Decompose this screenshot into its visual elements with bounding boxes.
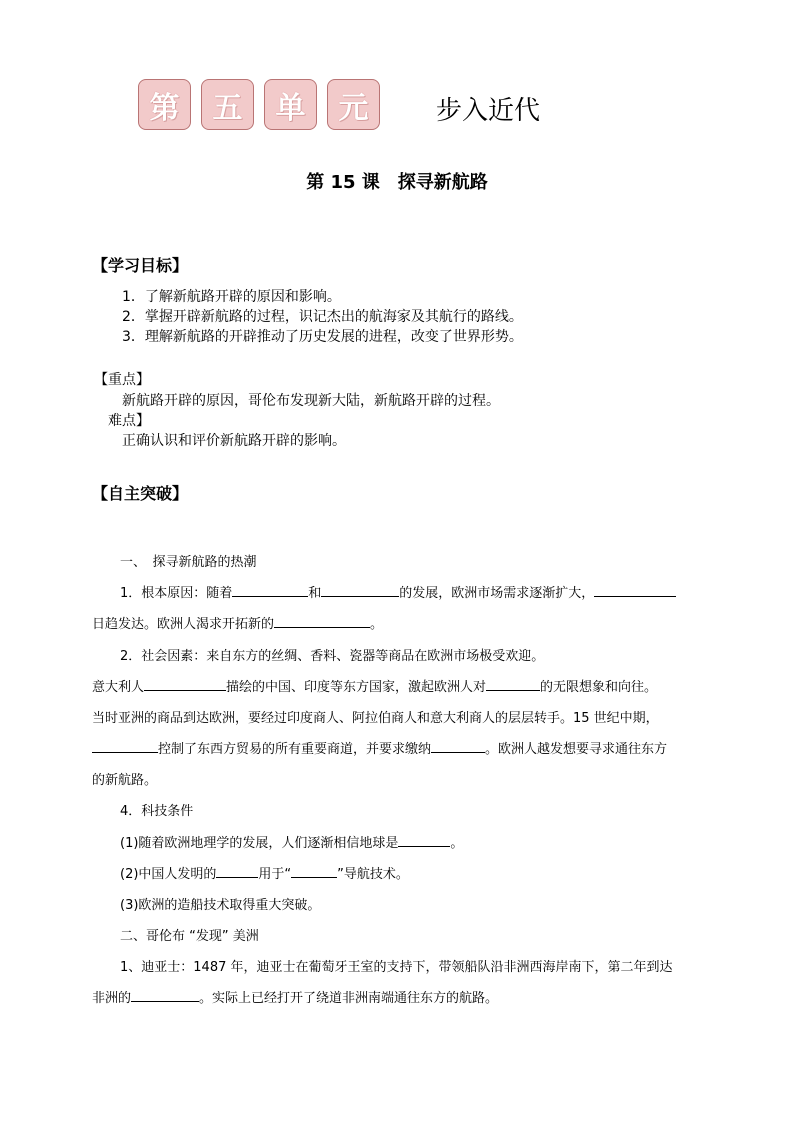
key-points-heading: 【重点】 <box>94 372 150 388</box>
q1-line-2 <box>92 613 383 632</box>
q1-line-1 <box>120 582 676 601</box>
fill-blank[interactable] <box>398 832 450 847</box>
q2-line-2 <box>92 676 657 695</box>
q2-line-4 <box>92 738 667 757</box>
objectives-heading: 【学习目标】 <box>92 256 189 275</box>
text: 。欧洲人越发想要寻求通往东方 <box>485 742 668 757</box>
section-1-heading: 一、 探寻新航路的热潮 <box>120 555 257 570</box>
text: 和 <box>308 586 322 601</box>
text: 的发展，欧洲市场需求逐渐扩大， <box>399 586 595 601</box>
unit-label-boxes <box>138 79 380 130</box>
q4-heading: 4．科技条件 <box>120 804 194 819</box>
text: 。实际上已经打开了绕道非洲南端通往东方的航路。 <box>199 991 499 1006</box>
fill-blank[interactable] <box>291 863 337 878</box>
objective-item-3: 3．理解新航路的开辟推动了历史发展的进程，改变了世界形势。 <box>122 329 523 345</box>
difficult-points-heading: 难点】 <box>108 413 150 429</box>
text: 日趋发达。欧洲人渴求开拓新的 <box>92 617 275 632</box>
unit-box-1: 第 <box>138 79 191 130</box>
text: 。 <box>450 836 464 851</box>
q4-item-3: (3)欧洲的造船技术取得重大突破。 <box>120 898 321 913</box>
fill-blank[interactable] <box>92 738 158 753</box>
q2-line-3: 当时亚洲的商品到达欧洲，要经过印度商人、阿拉伯商人和意大利商人的层层转手。15 世纪中期， <box>92 711 659 726</box>
fill-blank[interactable] <box>431 738 485 753</box>
q2-line-5: 的新航路。 <box>92 773 158 788</box>
lesson-title: 第 15 课 探寻新航路 <box>306 172 488 193</box>
unit-title: 步入近代 <box>436 96 541 126</box>
text: (2)中国人发明的 <box>120 867 217 882</box>
fill-blank[interactable] <box>131 987 199 1002</box>
text: 的无限想象和向往。 <box>540 680 658 695</box>
text: 。 <box>370 617 384 632</box>
q2-line: 2．社会因素：来自东方的丝绸、香料、瓷器等商品在欧洲市场极受欢迎。 <box>120 649 545 664</box>
text: (1)随着欧洲地理学的发展，人们逐渐相信地球是 <box>120 836 399 851</box>
fill-blank[interactable] <box>486 676 540 691</box>
text: 意大利人 <box>92 680 145 695</box>
fill-blank[interactable] <box>216 863 258 878</box>
unit-box-3: 单 <box>264 79 317 130</box>
q4-item-1 <box>120 832 463 851</box>
objective-item-2: 2．掌握开辟新航路的过程，识记杰出的航海家及其航行的路线。 <box>122 309 523 325</box>
difficult-points-text: 正确认识和评价新航路开辟的影响。 <box>122 433 346 449</box>
unit-box-4: 元 <box>327 79 380 130</box>
text: 非洲的 <box>92 991 132 1006</box>
text: 描绘的中国、印度等东方国家，激起欧洲人对 <box>226 680 487 695</box>
fill-blank[interactable] <box>594 582 676 597</box>
fill-blank[interactable] <box>144 676 226 691</box>
self-study-heading: 【自主突破】 <box>92 484 189 503</box>
diaz-line-1: 1、迪亚士：1487 年，迪亚士在葡萄牙王室的支持下，带领船队沿非洲西海岸南下，第二年到达 <box>120 960 673 975</box>
fill-blank[interactable] <box>321 582 399 597</box>
fill-blank[interactable] <box>232 582 308 597</box>
unit-box-2: 五 <box>201 79 254 130</box>
objective-item-1: 1．了解新航路开辟的原因和影响。 <box>122 289 341 305</box>
diaz-line-2 <box>92 987 498 1006</box>
text: ”导航技术。 <box>337 867 409 882</box>
text: 1．根本原因：随着 <box>120 586 233 601</box>
text: 用于“ <box>258 867 292 882</box>
fill-blank[interactable] <box>274 613 370 628</box>
key-points-text: 新航路开辟的原因，哥伦布发现新大陆，新航路开辟的过程。 <box>122 393 500 409</box>
q4-item-2 <box>120 863 409 882</box>
text: 控制了东西方贸易的所有重要商道，并要求缴纳 <box>158 742 432 757</box>
section-2-heading: 二、哥伦布 “发现” 美洲 <box>120 929 259 944</box>
